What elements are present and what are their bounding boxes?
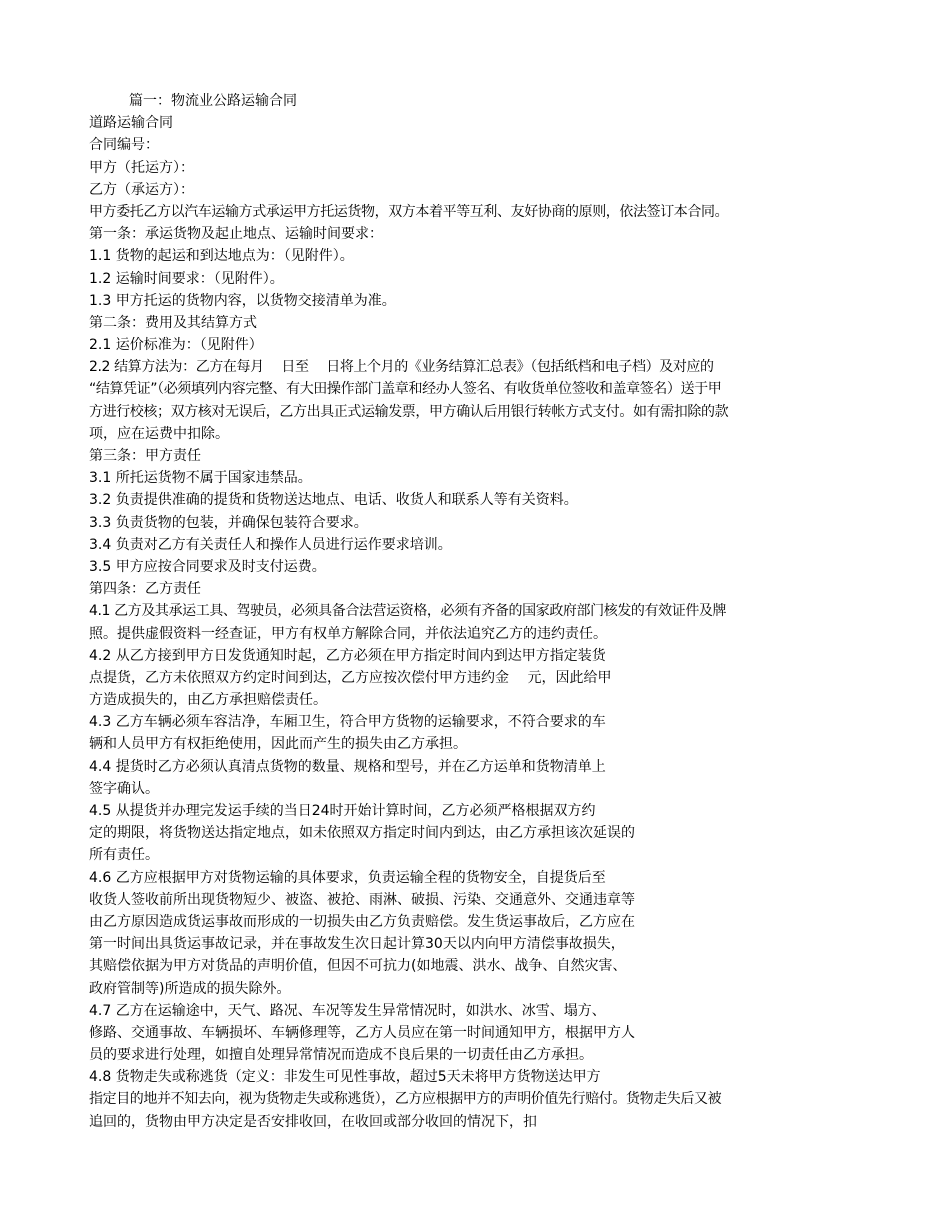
article-4-heading: 第四条：乙方责任 bbox=[89, 581, 201, 598]
clause-4-4-line-1: 4.4 提货时乙方必须认真清点货物的数量、规格和型号，并在乙方运单和货物清单上 bbox=[89, 758, 606, 775]
clause-4-5-line-2: 定的期限，将货物送达指定地点，如未依照双方指定时间内到达，由乙方承担该次延误的 bbox=[89, 825, 635, 842]
clause-4-2-line-2: 点提货，乙方未依照双方约定时间到达，乙方应按次偿付甲方违约金 元，因此给甲 bbox=[89, 669, 612, 686]
contract-number-label: 合同编号： bbox=[89, 137, 159, 154]
clause-2-2-line-4: 项，应在运费中扣除。 bbox=[89, 425, 229, 442]
clause-4-7-line-3: 员的要求进行处理，如擅自处理异常情况而造成不良后果的一切责任由乙方承担。 bbox=[89, 1047, 593, 1064]
clause-1-1: 1.1 货物的起运和到达地点为：（见附件）。 bbox=[89, 248, 354, 265]
clause-3-3: 3.3 负责货物的包装，并确保包装符合要求。 bbox=[89, 514, 368, 531]
clause-4-8-line-1: 4.8 货物走失或称逃货（定义：非发生可见性事故，超过5天未将甲方货物送达甲方 bbox=[89, 1069, 601, 1086]
clause-4-8-line-3: 追回的，货物由甲方决定是否安排收回，在收回或部分收回的情况下，扣 bbox=[89, 1113, 537, 1130]
clause-4-6-line-4: 第一时间出具货运事故记录，并在事故发生次日起计算30天以内向甲方清偿事故损失， bbox=[89, 936, 625, 953]
clause-4-3-line-2: 辆和人员甲方有权拒绝使用，因此而产生的损失由乙方承担。 bbox=[89, 736, 467, 753]
clause-2-1: 2.1 运价标准为：（见附件） bbox=[89, 337, 263, 354]
clause-2-2-line-3: 方进行校核；双方核对无误后，乙方出具正式运输发票，甲方确认后用银行转帐方式支付。如有需扣除的款 bbox=[89, 403, 729, 420]
party-b-label: 乙方（承运方）： bbox=[89, 181, 194, 198]
party-a-label: 甲方（托运方）： bbox=[89, 159, 194, 176]
clause-4-7-line-2: 修路、交通事故、车辆损坏、车辆修理等，乙方人员应在第一时间通知甲方，根据甲方人 bbox=[89, 1024, 635, 1041]
preamble-text: 甲方委托乙方以汽车运输方式承运甲方托运货物，双方本着平等互利、友好协商的原则，依法签订本合同。 bbox=[89, 203, 729, 220]
clause-4-6-line-3: 由乙方原因造成货运事故而形成的一切损失由乙方负责赔偿。发生货运事故后，乙方应在 bbox=[89, 913, 635, 930]
clause-2-2-line-2: “结算凭证”（必须填列内容完整、有大田操作部门盖章和经办人签名、有收货单位签收和盖章签名）送于甲 bbox=[89, 381, 722, 398]
clause-4-6-line-1: 4.6 乙方应根据甲方对货物运输的具体要求，负责运输全程的货物安全，自提货后至 bbox=[89, 869, 606, 886]
clause-4-5-line-3: 所有责任。 bbox=[89, 847, 159, 864]
contract-title: 道路运输合同 bbox=[89, 115, 173, 132]
clause-1-3: 1.3 甲方托运的货物内容，以货物交接清单为准。 bbox=[89, 292, 396, 309]
clause-3-2: 3.2 负责提供准确的提货和货物送达地点、电话、收货人和联系人等有关资料。 bbox=[89, 492, 578, 509]
article-3-heading: 第三条：甲方责任 bbox=[89, 448, 201, 464]
clause-3-4: 3.4 负责对乙方有关责任人和操作人员进行运作要求培训。 bbox=[89, 536, 452, 553]
clause-4-8-line-2: 指定目的地并不知去向，视为货物走失或称逃货），乙方应根据甲方的声明价值先行赔付。货物走失后又被 bbox=[89, 1091, 722, 1108]
clause-2-2-line-1: 2.2 结算方法为：乙方在每月 日至 日将上个月的《业务结算汇总表》（包括纸档和电子档）及对应的 bbox=[89, 359, 714, 376]
clause-4-5-line-1: 4.5 从提货并办理完发运手续的当日24时开始计算时间，乙方必须严格根据双方约 bbox=[89, 803, 596, 819]
clause-4-6-line-6: 政府管制等)所造成的损失除外。 bbox=[89, 980, 291, 997]
clause-4-6-line-5: 其赔偿依据为甲方对货品的声明价值，但因不可抗力(如地震、洪水、战争、自然灾害、 bbox=[89, 958, 627, 975]
clause-4-4-line-2: 签字确认。 bbox=[89, 780, 159, 797]
clause-4-2-line-1: 4.2 从乙方接到甲方日发货通知时起，乙方必须在甲方指定时间内到达甲方指定装货 bbox=[89, 647, 606, 664]
clause-3-1: 3.1 所托运货物不属于国家违禁品。 bbox=[89, 470, 312, 487]
contract-document bbox=[89, 90, 869, 1133]
article-1-heading: 第一条：承运货物及起止地点、运输时间要求： bbox=[89, 226, 383, 243]
clause-4-1-line-1: 4.1 乙方及其承运工具、驾驶员，必须具备合法营运资格，必须有齐备的国家政府部门核发的有效证件及牌 bbox=[89, 603, 727, 620]
document-heading: 篇一：物流业公路运输合同 bbox=[129, 93, 297, 109]
clause-3-5: 3.5 甲方应按合同要求及时支付运费。 bbox=[89, 558, 326, 575]
clause-4-2-line-3: 方造成损失的，由乙方承担赔偿责任。 bbox=[89, 692, 327, 709]
clause-4-7-line-1: 4.7 乙方在运输途中，天气、路况、车况等发生异常情况时，如洪水、冰雪、塌方、 bbox=[89, 1002, 606, 1019]
clause-4-3-line-1: 4.3 乙方车辆必须车容洁净，车厢卫生，符合甲方货物的运输要求，不符合要求的车 bbox=[89, 714, 606, 731]
article-2-heading: 第二条：费用及其结算方式 bbox=[89, 314, 257, 331]
clause-4-6-line-2: 收货人签收前所出现货物短少、被盗、被抢、雨淋、破损、污染、交通意外、交通违章等 bbox=[89, 891, 635, 908]
clause-1-2: 1.2 运输时间要求：（见附件）。 bbox=[89, 270, 284, 287]
clause-4-1-line-2: 照。提供虚假资料一经查证，甲方有权单方解除合同，并依法追究乙方的违约责任。 bbox=[89, 625, 607, 642]
